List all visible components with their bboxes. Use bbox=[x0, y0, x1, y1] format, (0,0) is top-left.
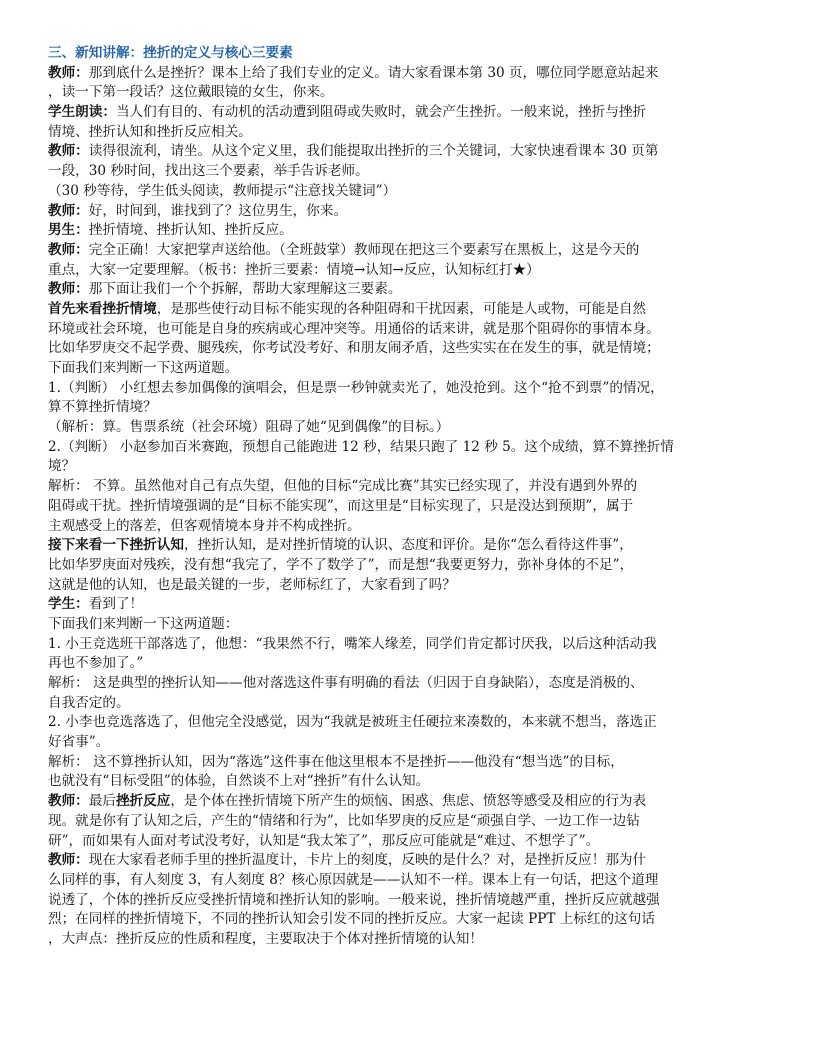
speaker-label: 教师： bbox=[48, 64, 89, 81]
text-line bbox=[48, 635, 776, 655]
text-line bbox=[48, 517, 776, 537]
line-text: 说透了，个体的挫折反应受挫折情境和挫折认知的影响。一般来说，挫折情境越严重，挫折反应就越强 bbox=[48, 891, 660, 908]
line-text: 当人们有目的、有动机的活动遭到阻碍或失败时，就会产生挫折。一般来说，挫折与挫折 bbox=[115, 104, 647, 121]
text-line bbox=[48, 832, 776, 852]
line-text: ，读一下第一段话？这位戴眼镜的女生，你来。 bbox=[48, 84, 334, 101]
emphasis-text: 首先来看挫折情境 bbox=[48, 300, 157, 317]
line-text: 现。就是你有了认知之后，产生的“情绪和行为”，比如华罗庚的反应是“顽强自学、一边工作一边钻 bbox=[48, 812, 640, 829]
text-line bbox=[48, 733, 776, 753]
speaker-label: 男生： bbox=[48, 222, 89, 239]
line-text: 环境或社会环境，也可能是自身的疾病或心理冲突等。用通俗的话来讲，就是那个阻碍你的事情本身。 bbox=[48, 320, 660, 337]
line-text: 最后 bbox=[88, 793, 116, 810]
line-text: 一段，30 秒时间，找出这三个要素，举手告诉老师。 bbox=[48, 163, 369, 180]
line-text: 这就是他的认知，也是最关键的一步，老师标红了，大家看到了吗？ bbox=[48, 576, 456, 593]
speaker-label: 教师： bbox=[48, 241, 89, 258]
section-heading: 三、新知讲解：挫折的定义与核心三要素 bbox=[48, 45, 293, 61]
text-line bbox=[48, 772, 776, 792]
line-text: 比如华罗庚面对残疾，没有想“我完了，学不了数学了”，而是想“我要更努力，弥补身体的不足”， bbox=[48, 556, 634, 573]
line-text: 完全正确！大家把掌声送给他。（全班鼓掌）教师现在把这三个要素写在黑板上，这是今天的 bbox=[88, 241, 640, 258]
text-line bbox=[48, 576, 776, 596]
line-text: 下面我们来判断一下这两道题。 bbox=[48, 360, 239, 376]
line-text: 也就没有“目标受阻”的体验，自然谈不上对“挫折”有什么认知。 bbox=[48, 773, 430, 790]
text-line bbox=[48, 123, 776, 143]
text-line bbox=[48, 812, 776, 832]
speaker-label: 教师： bbox=[48, 281, 89, 298]
text-line bbox=[48, 398, 776, 418]
document-body bbox=[48, 44, 776, 950]
emphasis-text: 接下来看一下挫折认知 bbox=[48, 537, 184, 554]
text-line bbox=[48, 418, 776, 438]
text-line bbox=[48, 182, 776, 202]
line-text: 读得很流利，请坐。从这个定义里，我们能提取出挫折的三个关键词，大家快速看课本 30 页第 bbox=[88, 143, 659, 160]
text-line bbox=[48, 556, 776, 576]
speaker-label: 学生朗读： bbox=[48, 104, 116, 121]
text-line bbox=[48, 300, 776, 320]
line-text: 比如华罗庚交不起学费、腿残疾，你考试没考好、和朋友闹矛盾，这些实实在在发生的事，就是情境； bbox=[48, 340, 660, 357]
text-line bbox=[48, 241, 776, 261]
text-line bbox=[48, 792, 776, 812]
line-text: 算不算挫折情境？ bbox=[48, 399, 157, 416]
text-line bbox=[48, 595, 776, 615]
line-text: （30 秒等待，学生低头阅读，教师提示“注意找关键词”） bbox=[48, 182, 397, 199]
text-line bbox=[48, 654, 776, 674]
line-text: 看到了！ bbox=[88, 596, 144, 613]
line-text: ，挫折认知，是对挫折情境的认识、态度和评价。是你“怎么看待这件事”， bbox=[183, 537, 633, 554]
line-text: 现在大家看老师手里的挫折温度计，卡片上的刻度，反映的是什么？对，是挫折反应！那为什 bbox=[88, 852, 647, 869]
line-text: （解析：算。售票系统（社会环境）阻碍了她“见到偶像”的目标。） bbox=[48, 419, 450, 436]
text-line bbox=[48, 871, 776, 891]
line-text: ，大声点：挫折反应的性质和程度，主要取决于个体对挫折情境的认知！ bbox=[48, 930, 483, 947]
line-text: 解析： 不算。虽然他对自己有点失望，但他的目标“完成比赛”其实已经实现了，并没有遇到外界的 bbox=[48, 478, 638, 495]
line-text: 研”，而如果有人面对考试没考好，认知是“我太笨了”，那反应可能就是“难过、不想学了”。 bbox=[48, 832, 600, 849]
line-text: 情境、挫折认知和挫折反应相关。 bbox=[48, 123, 252, 140]
text-line bbox=[48, 615, 776, 635]
speaker-label: 教师： bbox=[48, 202, 89, 219]
text-line bbox=[48, 221, 776, 241]
line-text: 自我否定的。 bbox=[48, 694, 130, 711]
text-line bbox=[48, 339, 776, 359]
line-text: 阻碍或干扰。挫折情境强调的是“目标不能实现”，而这里是“目标实现了，只是没达到预期”，属于 bbox=[48, 497, 634, 514]
line-text: 1.（判断） 小红想去参加偶像的演唱会，但是票一秒钟就卖光了，她没抢到。这个“抢不到票”的情况， bbox=[48, 379, 664, 396]
text-line bbox=[48, 910, 776, 930]
line-text: 好，时间到，谁找到了？这位男生，你来。 bbox=[88, 202, 348, 219]
text-line bbox=[48, 261, 776, 281]
text-line bbox=[48, 851, 776, 871]
speaker-label: 学生： bbox=[48, 596, 89, 613]
line-text: 再也不参加了。” bbox=[48, 655, 144, 672]
text-line bbox=[48, 457, 776, 477]
line-text: 那下面让我们一个个拆解，帮助大家理解这三要素。 bbox=[88, 281, 402, 298]
line-text: 烈；在同样的挫折情境下，不同的挫折认知会引发不同的挫折反应。大家一起读 PPT 上标红的这句话 bbox=[48, 911, 655, 928]
line-text: 解析： 这是典型的挫折认知——他对落选这件事有明确的看法（归因于自身缺陷），态度是消极的、 bbox=[48, 675, 644, 691]
line-text: 2.（判断） 小赵参加百米赛跑，预想自己能跑进 12 秒，结果只跑了 12 秒 5。这个成绩，算不算挫折情 bbox=[48, 438, 674, 455]
text-line bbox=[48, 713, 776, 733]
line-text: 1. 小王竞选班干部落选了，他想：“我果然不行，嘴笨人缘差，同学们肯定都讨厌我，以后这种活动我 bbox=[48, 635, 657, 652]
text-line bbox=[48, 753, 776, 773]
line-text: ，是个体在挫折情境下所产生的烦恼、困惑、焦虑、愤怒等感受及相应的行为表 bbox=[170, 793, 647, 810]
text-line bbox=[48, 64, 776, 84]
line-text: 么同样的事，有人刻度 3，有人刻度 8？核心原因就是——认知不一样。课本上有一句话，把这个道理 bbox=[48, 871, 659, 888]
text-line bbox=[48, 477, 776, 497]
text-line bbox=[48, 142, 776, 162]
line-text: 解析： 这不算挫折认知，因为“落选”这件事在他这里根本不是挫折——他没有“想当选”的目标， bbox=[48, 753, 624, 770]
speaker-label: 教师： bbox=[48, 852, 89, 869]
text-line bbox=[48, 320, 776, 340]
line-text: 重点，大家一定要理解。（板书：挫折三要素：情境→认知→反应，认知标红打★） bbox=[48, 261, 540, 278]
text-line bbox=[48, 536, 776, 556]
text-line bbox=[48, 202, 776, 222]
emphasis-text: 挫折反应 bbox=[115, 793, 171, 810]
text-line bbox=[48, 891, 776, 911]
line-text: 主观感受上的落差，但客观情境本身并不构成挫折。 bbox=[48, 517, 361, 534]
text-line bbox=[48, 162, 776, 182]
line-text: 好省事”。 bbox=[48, 734, 110, 751]
speaker-label: 教师： bbox=[48, 143, 89, 160]
speaker-label: 教师： bbox=[48, 793, 89, 810]
text-line bbox=[48, 103, 776, 123]
text-line bbox=[48, 438, 776, 458]
text-line bbox=[48, 674, 776, 694]
line-text: 那到底什么是挫折？课本上给了我们专业的定义。请大家看课本第 30 页，哪位同学愿意站起来 bbox=[88, 64, 659, 81]
line-text: 2. 小李也竞选落选了，但他完全没感觉，因为“我就是被班主任硬拉来凑数的，本来就不想当，落选正 bbox=[48, 714, 657, 731]
text-line bbox=[48, 930, 776, 950]
text-line bbox=[48, 379, 776, 399]
line-text: ，是那些使行动目标不能实现的各种阻碍和干扰因素，可能是人或物，可能是自然 bbox=[156, 300, 647, 317]
text-line bbox=[48, 359, 776, 379]
text-line bbox=[48, 694, 776, 714]
text-line bbox=[48, 497, 776, 517]
line-text: 境？ bbox=[48, 458, 76, 475]
line-text: 挫折情境、挫折认知、挫折反应。 bbox=[88, 222, 293, 239]
text-line bbox=[48, 280, 776, 300]
document-lines bbox=[48, 64, 776, 950]
text-line bbox=[48, 83, 776, 103]
line-text: 下面我们来判断一下这两道题： bbox=[48, 615, 239, 632]
